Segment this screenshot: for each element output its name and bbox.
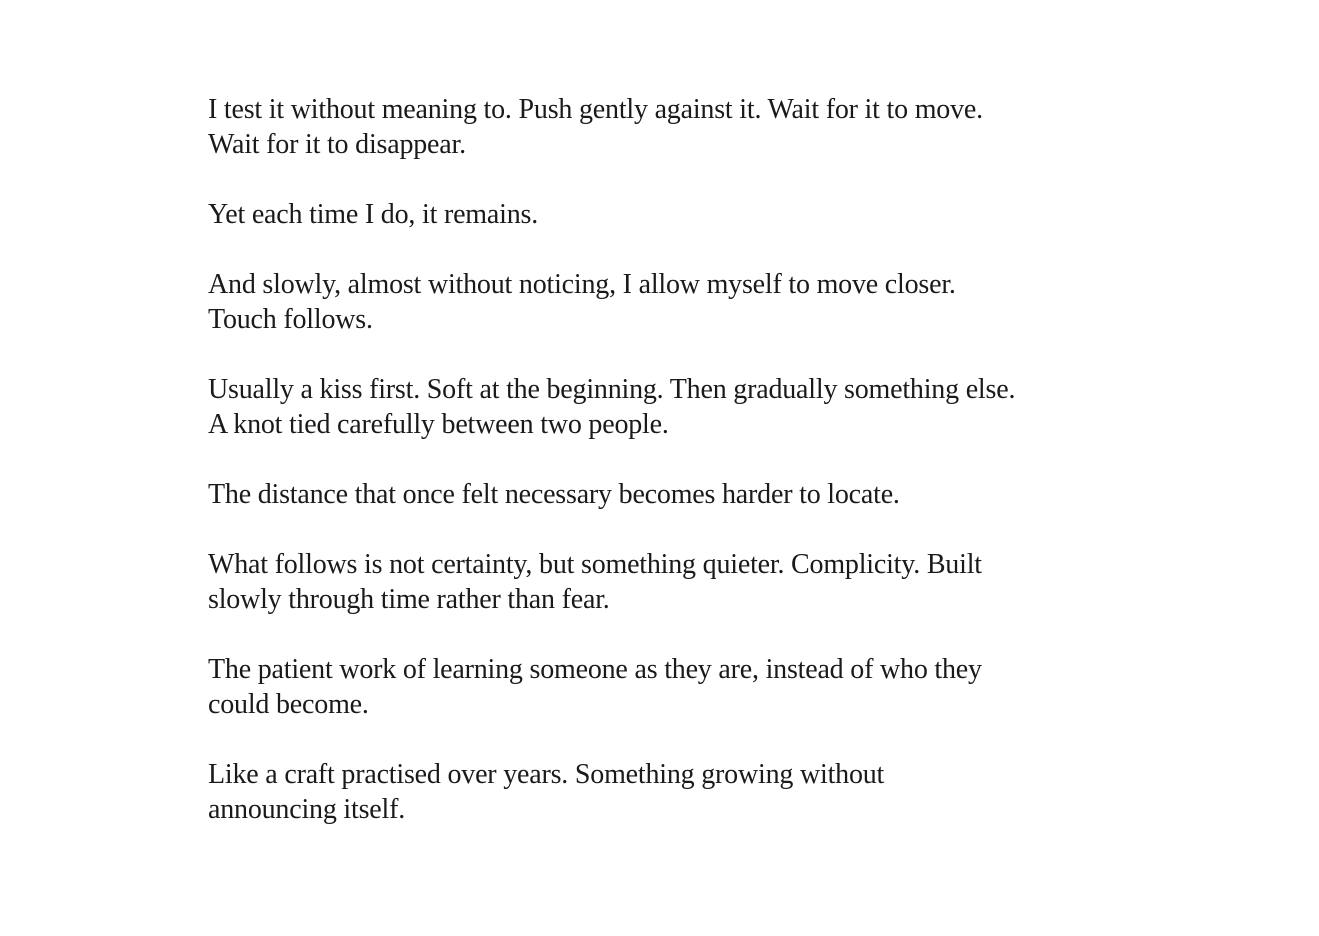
- paragraph-4: [208, 372, 1088, 442]
- paragraph-6: [208, 547, 1088, 617]
- text-line: could become.: [208, 689, 369, 720]
- text-line: slowly through time rather than fear.: [208, 584, 610, 615]
- text-line: The patient work of learning someone as they are, instead of who they: [208, 654, 982, 685]
- text-line: Usually a kiss first. Soft at the beginning. Then gradually something else.: [208, 374, 1016, 405]
- body-text: [208, 92, 1088, 862]
- paragraph-1: [208, 92, 1088, 162]
- text-line: Touch follows.: [208, 304, 373, 335]
- text-line: announcing itself.: [208, 794, 406, 825]
- text-line: Yet each time I do, it remains.: [208, 199, 538, 230]
- text-line: Like a craft practised over years. Something growing without: [208, 759, 885, 790]
- paragraph-7: [208, 652, 1088, 722]
- text-line: I test it without meaning to. Push gently against it. Wait for it to move.: [208, 94, 983, 125]
- text-line: What follows is not certainty, but something quieter. Complicity. Built: [208, 549, 982, 580]
- paragraph-3: [208, 267, 1088, 337]
- text-line: A knot tied carefully between two people.: [208, 409, 669, 440]
- paragraph-8: [208, 757, 1088, 827]
- paragraph-5: [208, 477, 1088, 512]
- text-line: The distance that once felt necessary becomes harder to locate.: [208, 479, 900, 510]
- paragraph-2: [208, 197, 1088, 232]
- text-line: And slowly, almost without noticing, I allow myself to move closer.: [208, 269, 956, 300]
- text-line: Wait for it to disappear.: [208, 129, 466, 160]
